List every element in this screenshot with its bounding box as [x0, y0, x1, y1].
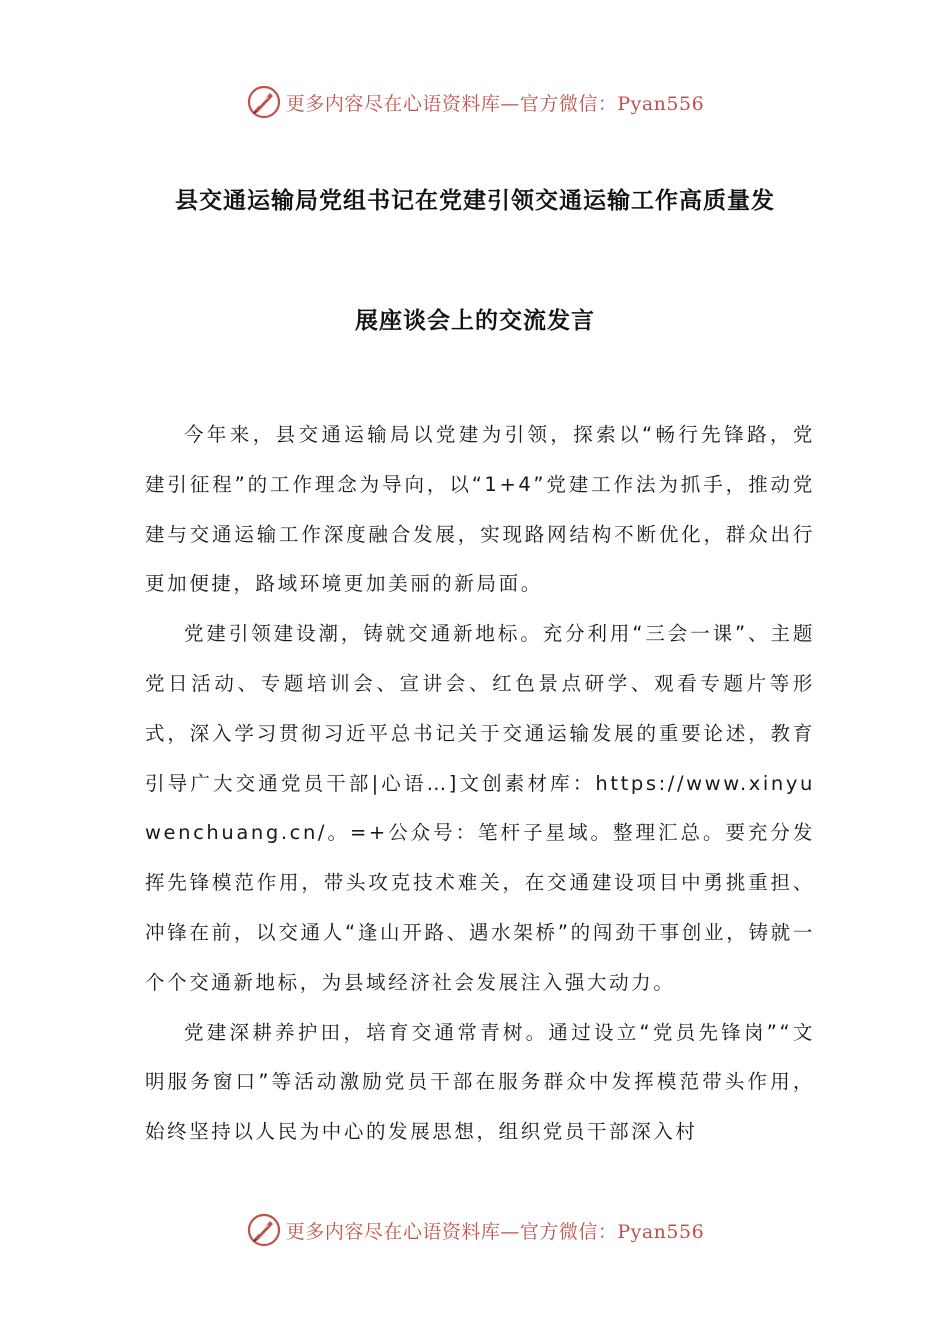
paragraph-1: 今年来，县交通运输局以党建为引领，探索以“畅行先锋路，党建引征程”的工作理念为导向，以“1+4”党建工作法为抓手，推动党建与交通运输工作深度融合发展，实现路网结构不断优化，群众出行更加便捷，路域环境更加美丽的新局面。 — [145, 423, 815, 596]
pen-logo-icon — [246, 1212, 282, 1248]
document-body — [145, 410, 815, 1157]
paragraph-3: 党建深耕养护田，培育交通常青树。通过设立“党员先锋岗”“文明服务窗口”等活动激励党员干部在服务群众中发挥模范带头作用，始终坚持以人民为中心的发展思想，组织党员干部深入村 — [145, 1020, 815, 1144]
header-banner-text: 更多内容尽在心语资料库—官方微信：Pyan556 — [285, 92, 705, 115]
document-title-line-1: 县交通运输局党组书记在党建引领交通运输工作高质量发 — [175, 188, 775, 214]
footer-banner — [0, 1208, 950, 1252]
paragraph-2: 党建引领建设潮，铸就交通新地标。充分利用“三会一课”、主题党日活动、专题培训会、宣讲会、红色景点研学、观看专题片等形式，深入学习贯彻习近平总书记关于交通运输发展的重要论述，教育引导广大交通党员干部|心语…]文创素材库：https://www.xinyuwenchuang.cn/。=+公众号：笔杆子星域。整理汇总。要充分发挥先锋模范作用，带头攻克技术难关，在交通建设项目中勇挑重担、冲锋在前，以交通人“逢山开路、遇水架桥”的闯劲干事创业，铸就一个个交通新地标，为县域经济社会发展注入强大动力。 — [145, 622, 815, 994]
pen-logo-icon — [246, 84, 282, 120]
footer-banner-text: 更多内容尽在心语资料库—官方微信：Pyan556 — [285, 1220, 705, 1243]
header-banner — [0, 80, 950, 124]
document-title-line-2: 展座谈会上的交流发言 — [355, 308, 595, 334]
